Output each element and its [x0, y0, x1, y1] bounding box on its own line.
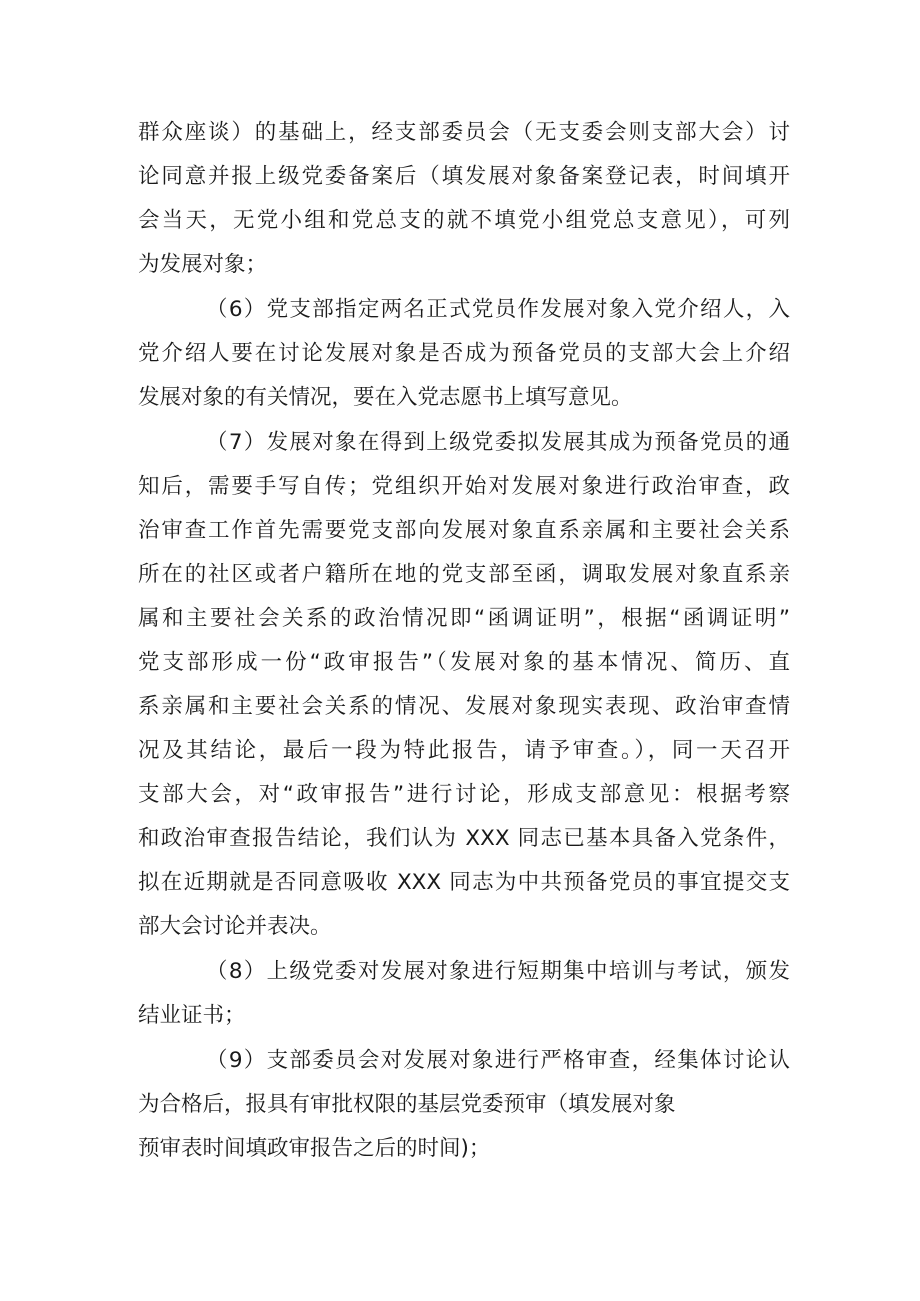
- paragraph-line: 所在的社区或者户籍所在地的党支部至函，调取发展对象直系亲: [138, 562, 790, 587]
- paragraph-line: 为合格后，报具有审批权限的基层党委预审（填发展对象: [138, 1092, 676, 1117]
- paragraph-line: 预审表时间填政审报告之后的时间)；: [138, 1136, 491, 1161]
- paragraph-line: 结业证书；: [138, 1003, 246, 1028]
- paragraph-line: 系亲属和主要社会关系的情况、发展对象现实表现、政治审查情: [138, 694, 790, 719]
- paragraph-line: 治审查工作首先需要党支部向发展对象直系亲属和主要社会关系: [138, 518, 790, 543]
- paragraph-8-first-line: （8）上级党委对发展对象进行短期集中培训与考试，颁发: [206, 959, 790, 984]
- paragraph-line: 党支部形成一份“政审报告”（发展对象的基本情况、简历、直: [138, 650, 790, 675]
- paragraph-line: 部大会讨论并表决。: [138, 914, 332, 939]
- paragraph-9-first-line: （9）支部委员会对发展对象进行严格审查，经集体讨论认: [206, 1048, 790, 1073]
- paragraph-line: 支部大会，对“政审报告”进行讨论，形成支部意见：根据考察: [138, 782, 790, 807]
- paragraph-line: 为发展对象；: [138, 252, 268, 277]
- paragraph-line: 发展对象的有关情况，要在入党志愿书上填写意见。: [138, 385, 633, 410]
- paragraph-line: 党介绍人要在讨论发展对象是否成为预备党员的支部大会上介绍: [138, 341, 790, 366]
- paragraph-line: 群众座谈）的基础上，经支部委员会（无支委会则支部大会）讨: [138, 120, 790, 145]
- paragraph-line: 属和主要社会关系的政治情况即“函调证明”，根据“函调证明”: [138, 606, 790, 631]
- paragraph-line: 拟在近期就是否同意吸收 XXX 同志为中共预备党员的事宜提交支: [138, 870, 790, 895]
- paragraph-line: 和政治审查报告结论，我们认为 XXX 同志已基本具备入党条件，: [138, 826, 790, 851]
- paragraph-6-first-line: （6）党支部指定两名正式党员作发展对象入党介绍人，入: [206, 297, 790, 322]
- paragraph-7-first-line: （7）发展对象在得到上级党委拟发展其成为预备党员的通: [206, 430, 790, 455]
- paragraph-line: 况及其结论，最后一段为特此报告，请予审查。），同一天召开: [138, 738, 790, 763]
- paragraph-line: 会当天，无党小组和党总支的就不填党小组党总支意见），可列: [138, 208, 790, 233]
- paragraph-line: 知后，需要手写自传；党组织开始对发展对象进行政治审查，政: [138, 474, 790, 499]
- paragraph-line: 论同意并报上级党委备案后（填发展对象备案登记表，时间填开: [138, 164, 790, 189]
